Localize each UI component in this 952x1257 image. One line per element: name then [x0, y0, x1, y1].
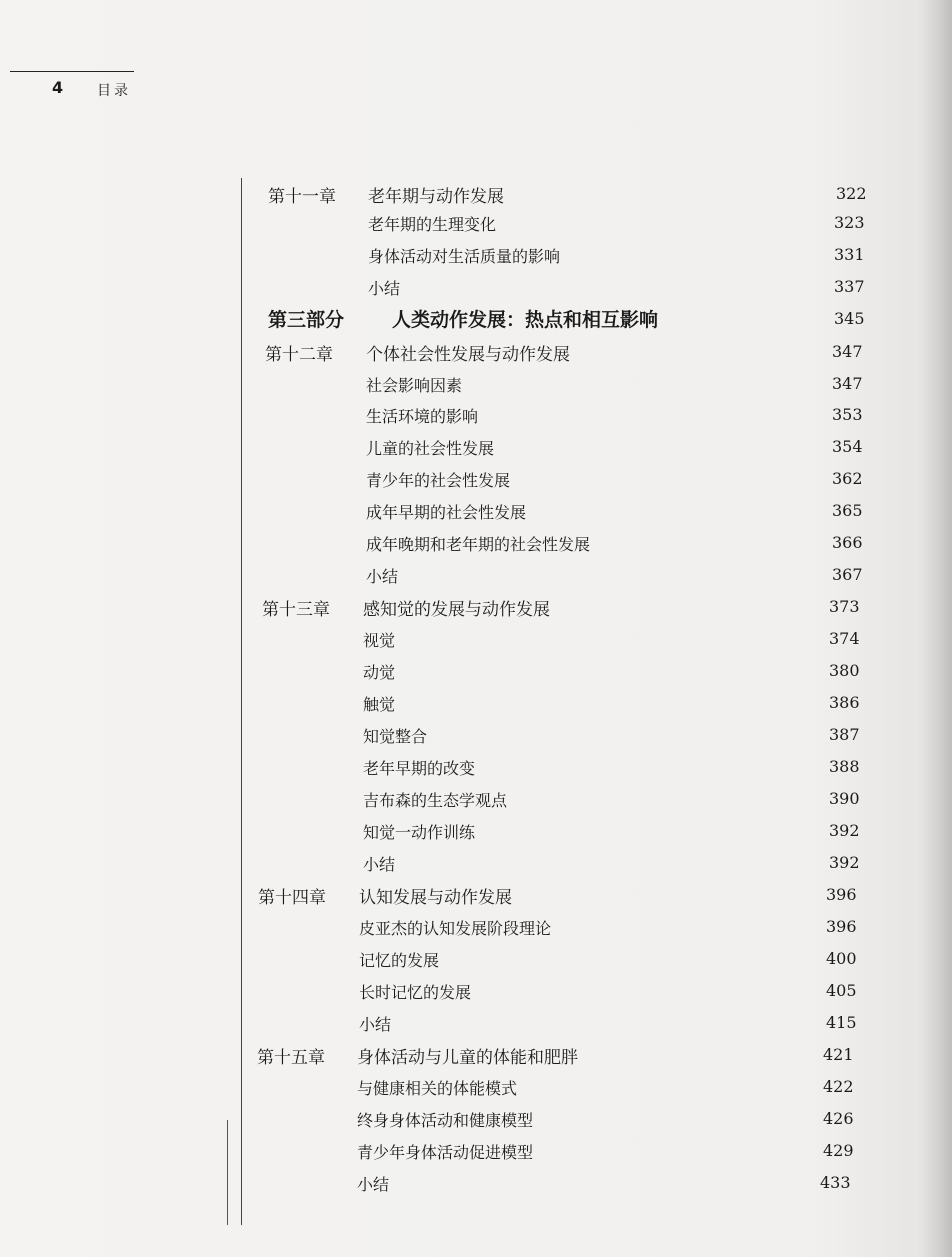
- toc-page-number: 345: [834, 309, 865, 328]
- toc-section-title: 成年早期的社会性发展: [366, 503, 527, 522]
- toc-section-title: 知觉整合: [363, 727, 428, 746]
- toc-page-number: 366: [832, 533, 863, 552]
- toc-section-title: 动觉: [363, 663, 396, 682]
- toc-page-number: 353: [832, 405, 863, 424]
- toc-page-number: 426: [823, 1109, 854, 1128]
- toc-section-title: 知觉一动作训练: [363, 823, 476, 842]
- toc-section-title: 与健康相关的体能模式: [357, 1079, 518, 1098]
- toc-page-number: 347: [832, 374, 863, 393]
- toc-section-title: 生活环境的影响: [366, 407, 479, 426]
- toc-section-title: 老年早期的改变: [363, 759, 476, 778]
- toc-page-number: 354: [832, 437, 863, 456]
- toc-section-title: 青少年身体活动促进模型: [357, 1143, 534, 1162]
- toc-chapter-title: 感知觉的发展与动作发展: [363, 600, 550, 620]
- toc-chapter-number: 第十一章: [268, 187, 336, 207]
- header-title: 目录: [97, 83, 131, 99]
- toc-chapter-number: 第十三章: [262, 600, 330, 620]
- toc-chapter-number: 第十四章: [258, 888, 326, 908]
- toc-section-title: 视觉: [363, 631, 396, 650]
- toc-section-title: 皮亚杰的认知发展阶段理论: [359, 919, 552, 938]
- toc-page-number: 390: [829, 789, 860, 808]
- toc-chapter-number: 第十五章: [257, 1048, 325, 1068]
- toc-page-number: 405: [826, 981, 857, 1000]
- toc-section-title: 小结: [359, 1015, 392, 1034]
- toc-chapter-title: 个体社会性发展与动作发展: [366, 345, 570, 365]
- toc-section-title: 儿童的社会性发展: [366, 439, 495, 458]
- toc-page-number: 323: [834, 213, 865, 232]
- toc-section-title: 记忆的发展: [359, 951, 440, 970]
- toc-page-number: 380: [829, 661, 860, 680]
- toc-section-title: 成年晚期和老年期的社会性发展: [366, 535, 591, 554]
- toc-page-number: 396: [826, 885, 857, 904]
- toc-section-title: 青少年的社会性发展: [366, 471, 511, 490]
- toc-part-number: 第三部分: [268, 309, 345, 331]
- toc-page-number: 367: [832, 565, 863, 584]
- toc-page-number: 362: [832, 469, 863, 488]
- toc-page-number: 421: [823, 1045, 854, 1064]
- toc-page-number: 429: [823, 1141, 854, 1160]
- toc-page-number: 331: [834, 245, 865, 264]
- toc-chapter-title: 老年期与动作发展: [368, 187, 504, 207]
- toc-page-number: 374: [829, 629, 860, 648]
- toc-page-number: 347: [832, 342, 863, 361]
- toc-chapter-title: 身体活动与儿童的体能和肥胖: [357, 1048, 578, 1068]
- toc-section-title: 老年期的生理变化: [368, 215, 497, 234]
- toc-section-title: 小结: [363, 855, 396, 874]
- toc-page-number: 337: [834, 277, 865, 296]
- toc-part-title: 人类动作发展：热点和相互影响: [392, 309, 659, 331]
- toc-section-title: 身体活动对生活质量的影响: [368, 247, 561, 266]
- toc-section-title: 终身身体活动和健康模型: [357, 1111, 534, 1130]
- toc-page-number: 373: [829, 597, 860, 616]
- toc-section-title: 长时记忆的发展: [359, 983, 472, 1002]
- toc-page-number: 396: [826, 917, 857, 936]
- toc-page-number: 392: [829, 853, 860, 872]
- toc-chapter-number: 第十二章: [265, 345, 333, 365]
- toc-section-title: 触觉: [363, 695, 396, 714]
- page-number: 4: [52, 78, 64, 97]
- toc-section-title: 小结: [357, 1175, 390, 1194]
- toc-chapter-title: 认知发展与动作发展: [359, 888, 512, 908]
- toc-page-number: 322: [836, 184, 867, 203]
- toc-page-number: 433: [820, 1173, 851, 1192]
- toc-page-number: 387: [829, 725, 860, 744]
- toc-section-title: 社会影响因素: [366, 376, 463, 395]
- toc-page-number: 422: [823, 1077, 854, 1096]
- toc-page-number: 388: [829, 757, 860, 776]
- toc-section-title: 小结: [368, 279, 401, 298]
- toc-page-number: 365: [832, 501, 863, 520]
- toc-page-number: 392: [829, 821, 860, 840]
- toc-section-title: 吉布森的生态学观点: [363, 791, 508, 810]
- toc-section-title: 小结: [366, 567, 399, 586]
- toc-page-number: 415: [826, 1013, 857, 1032]
- toc-page-number: 386: [829, 693, 860, 712]
- toc-page-number: 400: [826, 949, 857, 968]
